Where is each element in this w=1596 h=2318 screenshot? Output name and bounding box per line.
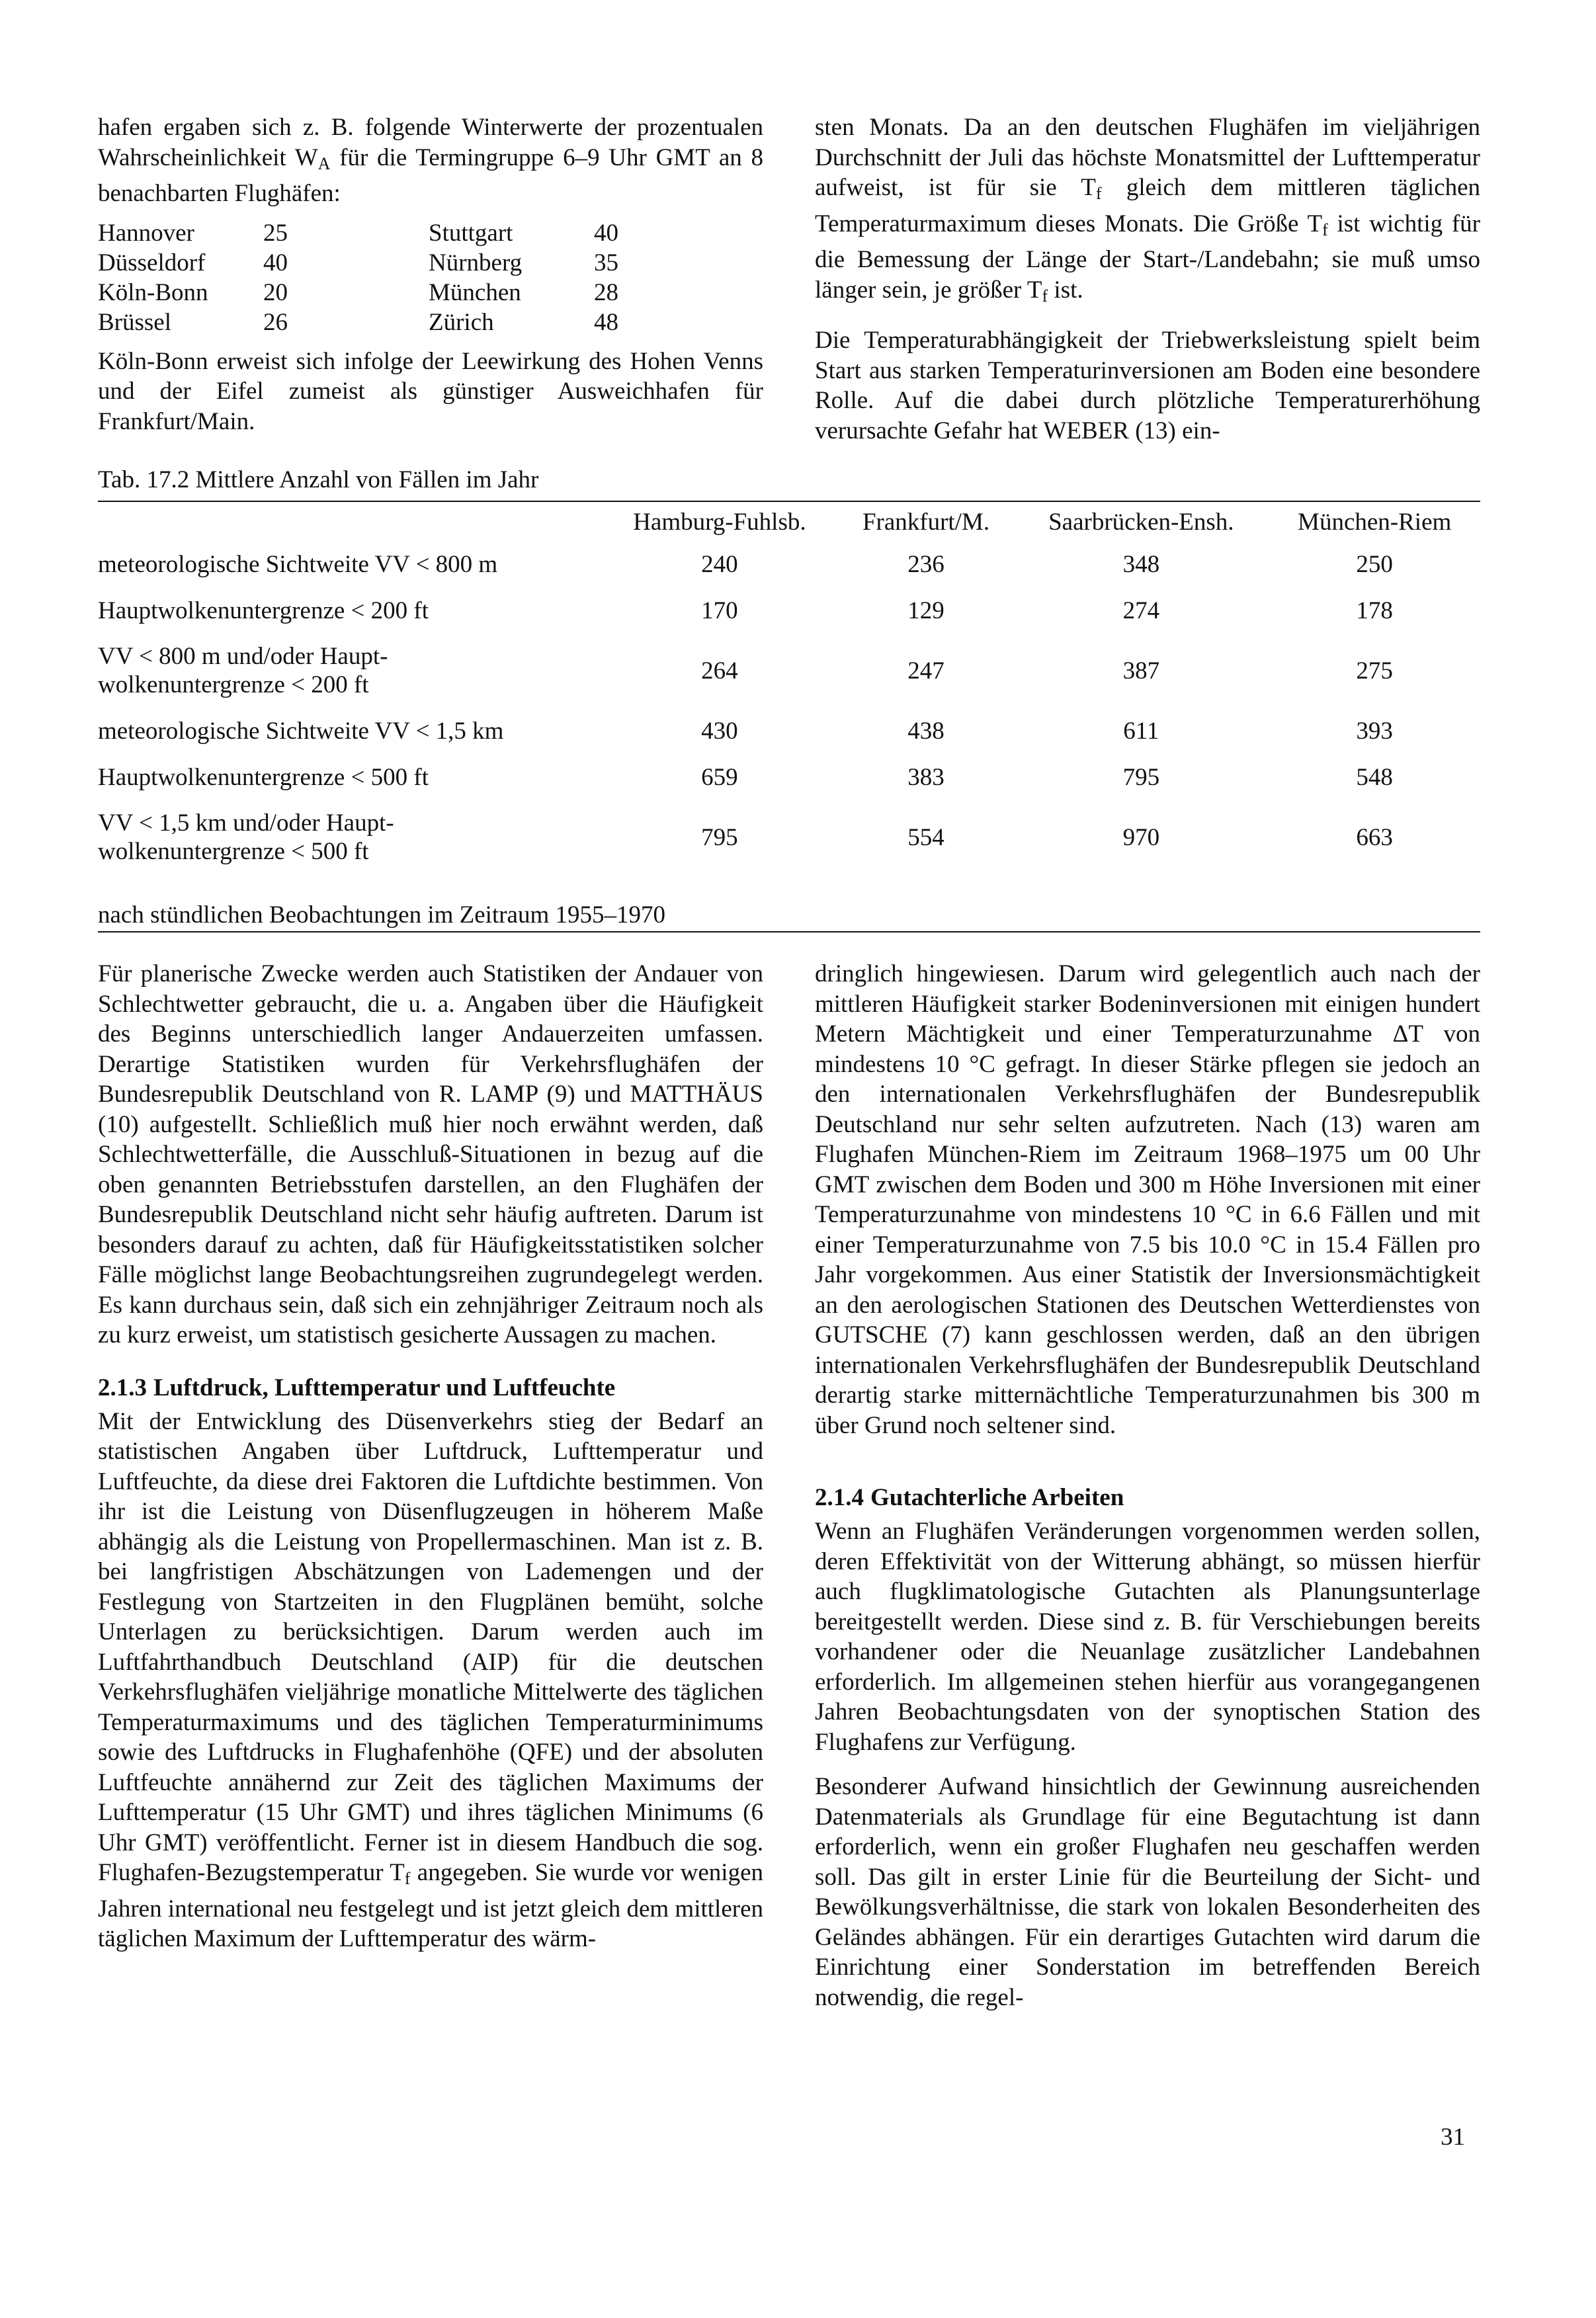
airport-name: Zürich — [429, 308, 494, 336]
cell-value: 264 — [701, 657, 738, 684]
table-note: nach stündlichen Beobachtungen im Zeitraum 1955–1970 — [98, 901, 665, 929]
cell-value: 275 — [1356, 657, 1393, 684]
stats-table — [98, 503, 1480, 874]
new-airport-paragraph: Besonderer Aufwand hinsichtlich der Gewinnung ausreichenden Datenmaterials als Grundlage für eine Begutachtung ist dann erforderlich, wenn ein großer Flughafen neu geschaffen werden soll. Das gilt in erster Linie für die Beurteilung der Sicht- und Bewölkungsverhältnisse, die stark von lokalen Besonderheiten des Geländes abhängen. Für ein derartiges Gutachten wird darum die Einrichtung einer Sonderstation im betreffenden Bereich notwendig, die regel- — [815, 1773, 1480, 2011]
intro-paragraph: hafen ergaben sich z. B. folgende Winterwerte der prozentualen Wahrscheinlichkeit $W_A$ für die Termingruppe 6–9 Uhr GMT an 8 benachbarten Flughäfen: — [98, 114, 763, 207]
row-label: meteorologische Sichtweite VV < 800 m — [98, 550, 498, 578]
section-number: 2.1.3 — [98, 1374, 147, 1401]
table-row — [98, 634, 1480, 708]
bad-weather-statistics-paragraph: Für planerische Zwecke werden auch Statistiken der Andauer von Schlechtwetter gebraucht, die u. a. Angaben über die Häufigkeit des Beginns unterschiedlich langer Andauerzeiten umfassen. Derartige Statistiken wurden für Verkehrsflughäfen der Bundesrepublik Deutschland von R. LAMP (9) und MATTHÄUS (10) aufgestellt. Schließlich muß hier noch erwähnt werden, daß Schlechtwetterfälle, die Ausschluß-Situationen in bezug auf die oben genannten Betriebsstufen darstellen, an den Flughäfen der Bundesrepublik Deutschland nicht sehr häufig auftreten. Darum ist besonders darauf zu achten, daß für Häufigkeitsstatistiken solcher Fälle möglichst lange Beobachtungsreihen zugrundegelegt werden. Es kann durchaus sein, daß sich ein zehnjähriger Zeitraum noch als zu kurz erweist, um statistisch gesicherte Aussagen zu machen. — [98, 960, 763, 1348]
airport-name: München — [429, 278, 521, 306]
row-label: Hauptwolkenuntergrenze < 200 ft — [98, 597, 429, 624]
table-row — [98, 587, 1480, 634]
column-header: Saarbrücken-Ensh. — [1048, 508, 1234, 536]
bottom-left-column — [98, 959, 763, 1954]
table-header-row — [98, 503, 1480, 541]
column-header: München-Riem — [1298, 508, 1452, 536]
table-row — [98, 708, 1480, 754]
inversion-paragraph: dringlich hingewiesen. Darum wird gelegentlich auch nach der mittleren Häufigkeit starker Bodeninversionen mit einigen hundert Metern Mächtigkeit und einer Temperaturzunahme ΔT von mindestens 10 °C gefragt. In dieser Stärke pflegen sie jedoch an den internationalen Verkehrsflughäfen der Bundesrepublik Deutschland nur sehr selten aufzutreten. Nach (13) waren am Flughafen München-Riem im Zeitraum 1968–1975 um 00 Uhr GMT zwischen dem Boden und 300 m Höhe Inversionen mit einer Temperaturzunahme von mindestens 10 °C in 6.6 Fällen und mit einer Temperaturzunahme von 7.5 bis 10.0 °C in 15.4 Fällen pro Jahr vorgekommen. Aus einer Statistik der Inversionsmächtigkeit an den aerologischen Stationen des Deutschen Wetterdienstes von GUTSCHE (7) kann geschlossen werden, daß an den übrigen internationalen Verkehrsflughäfen der Bundesrepublik Deutschland derartig starke mitternächtliche Temperaturzunahmen bis 300 m über Grund noch seltener sind. — [815, 960, 1480, 1439]
section-number: 2.1.4 — [815, 1484, 864, 1511]
cell-value: 663 — [1356, 823, 1393, 851]
cell-value: 240 — [701, 550, 738, 578]
airport-name: Köln-Bonn — [98, 278, 208, 306]
airport-value: 40 — [594, 219, 618, 247]
airport-name: Düsseldorf — [98, 249, 206, 276]
pressure-temperature-paragraph: Mit der Entwicklung des Düsenverkehrs stieg der Bedarf an statistischen Angaben über Luftdruck, Lufttemperatur und Luftfeuchte, da diese drei Faktoren die Luftdichte bestimmen. Von ihr ist die Leistung von Düsenflugzeugen in höherem Maße abhängig als die Leistung von Propellermaschinen. Man ist z. B. bei langfristigen Abschätzungen von Lademengen und der Festlegung von Startzeiten in den Flugplänen bemüht, solche Unterlagen zu berücksichtigen. Darum werden auch im Luftfahrthandbuch Deutschland (AIP) für die deutschen Verkehrsflughäfen vieljährige monatliche Mittelwerte des täglichen Temperaturmaximums und des täglichen Temperaturminimums sowie des Luftdrucks in Flughafenhöhe (QFE) und der absoluten Luftfeuchte annähernd zur Zeit des täglichen Maximums der Lufttemperatur (15 Uhr GMT) und ihres täglichen Minimums (6 Uhr GMT) veröffentlicht. Ferner ist in diesem Handbuch die sog. Flughafen-Bezugstemperatur $T_f$ angegeben. Sie wurde vor wenigen Jahren international neu festgelegt und ist jetzt gleich dem mittleren täglichen Maximum der Lufttemperatur des wärm- — [98, 1407, 763, 1952]
cell-value: 129 — [907, 597, 945, 624]
top-right-column — [815, 112, 1480, 446]
table-top-rule — [98, 501, 1480, 502]
cell-value: 250 — [1356, 550, 1393, 578]
column-header: Hamburg-Fuhlsb. — [633, 508, 806, 536]
airport-name: Brüssel — [98, 308, 171, 336]
section-heading — [815, 1483, 1480, 1512]
airport-name: Nürnberg — [429, 249, 523, 276]
airport-value: 48 — [594, 308, 618, 336]
cell-value: 659 — [701, 763, 738, 791]
cell-value: 548 — [1356, 763, 1393, 791]
cell-value: 274 — [1122, 597, 1160, 624]
row-label: VV < 1,5 km und/oder Haupt- wolkenuntergrenze < 500 ft — [98, 809, 394, 865]
cell-value: 236 — [907, 550, 945, 578]
airport-value: 20 — [263, 278, 288, 306]
cell-value: 795 — [701, 823, 738, 851]
cell-value: 170 — [701, 597, 738, 624]
airport-value: 26 — [263, 308, 288, 336]
airport-name: Hannover — [98, 219, 194, 247]
cell-value: 383 — [907, 763, 945, 791]
table-row — [98, 800, 1480, 874]
section-title: Gutachterliche Arbeiten — [870, 1484, 1124, 1511]
section-title: Luftdruck, Lufttemperatur und Luftfeuchte — [153, 1374, 616, 1401]
row-label: Hauptwolkenuntergrenze < 500 ft — [98, 763, 429, 791]
cell-value: 611 — [1123, 717, 1159, 745]
top-left-column — [98, 112, 763, 436]
airport-value: 35 — [594, 249, 618, 276]
table-row — [98, 754, 1480, 800]
cell-value: 348 — [1122, 550, 1160, 578]
table-bottom-rule — [98, 931, 1480, 932]
cell-value: 438 — [907, 717, 945, 745]
column-header: Frankfurt/M. — [862, 508, 990, 536]
engine-performance-paragraph: Die Temperaturabhängigkeit der Triebwerksleistung spielt beim Start aus starken Temperaturinversionen am Boden eine besondere Rolle. Auf die dabei durch plötzliche Temperaturerhöhung verursachte Gefahr hat WEBER (13) ein- — [815, 327, 1480, 444]
bottom-right-column — [815, 959, 1480, 2012]
outro-paragraph: Köln-Bonn erweist sich infolge der Leewirkung des Hohen Venns und der Eifel zumeist als günstiger Ausweichhafen für Frankfurt/Main. — [98, 347, 763, 435]
row-label: VV < 800 m und/oder Haupt- wolkenuntergrenze < 200 ft — [98, 643, 388, 698]
section-heading — [98, 1373, 763, 1403]
cell-value: 247 — [907, 657, 945, 684]
cell-value: 970 — [1122, 823, 1160, 851]
cell-value: 795 — [1122, 763, 1160, 791]
row-label: meteorologische Sichtweite VV < 1,5 km — [98, 717, 504, 745]
cell-value: 554 — [907, 823, 945, 851]
cell-value: 430 — [701, 717, 738, 745]
airport-value: 25 — [263, 219, 288, 247]
cell-value: 387 — [1122, 657, 1160, 684]
cell-value: 393 — [1356, 717, 1393, 745]
airport-name: Stuttgart — [429, 219, 513, 247]
airport-value: 40 — [263, 249, 288, 276]
table-caption: Tab. 17.2 Mittlere Anzahl von Fällen im Jahr — [98, 466, 539, 493]
cell-value: 178 — [1356, 597, 1393, 624]
table-row — [98, 541, 1480, 587]
airport-probability-list — [98, 218, 763, 337]
reference-temperature-paragraph: sten Monats. Da an den deutschen Flughäfen im vieljährigen Durchschnitt der Juli das höchste Monatsmittel der Lufttemperatur aufweist, ist für sie $T_f$ gleich dem mittleren täglichen Temperaturmaximum dieses Monats. Die Größe $T_f$ ist wichtig für die Bemessung der Länge der Start-/Landebahn; sie muß umso länger sein, je größer $T_f$ ist. — [815, 114, 1480, 306]
page-number: 31 — [1441, 2124, 1465, 2151]
expert-reports-paragraph: Wenn an Flughäfen Veränderungen vorgenommen werden sollen, deren Effektivität von der Witterung abhängt, so müssen hierfür auch flugklimatologische Gutachten als Planungsunterlage bereitgestellt werden. Diese sind z. B. für Verschiebungen bereits vorhandener oder die Neuanlage zusätzlicher Landebahnen erforderlich. Im allgemeinen stehen hierfür aus vorangegangenen Jahren Beobachtungsdaten von der synoptischen Station des Flughafens zur Verfügung. — [815, 1518, 1480, 1756]
airport-value: 28 — [594, 278, 618, 306]
